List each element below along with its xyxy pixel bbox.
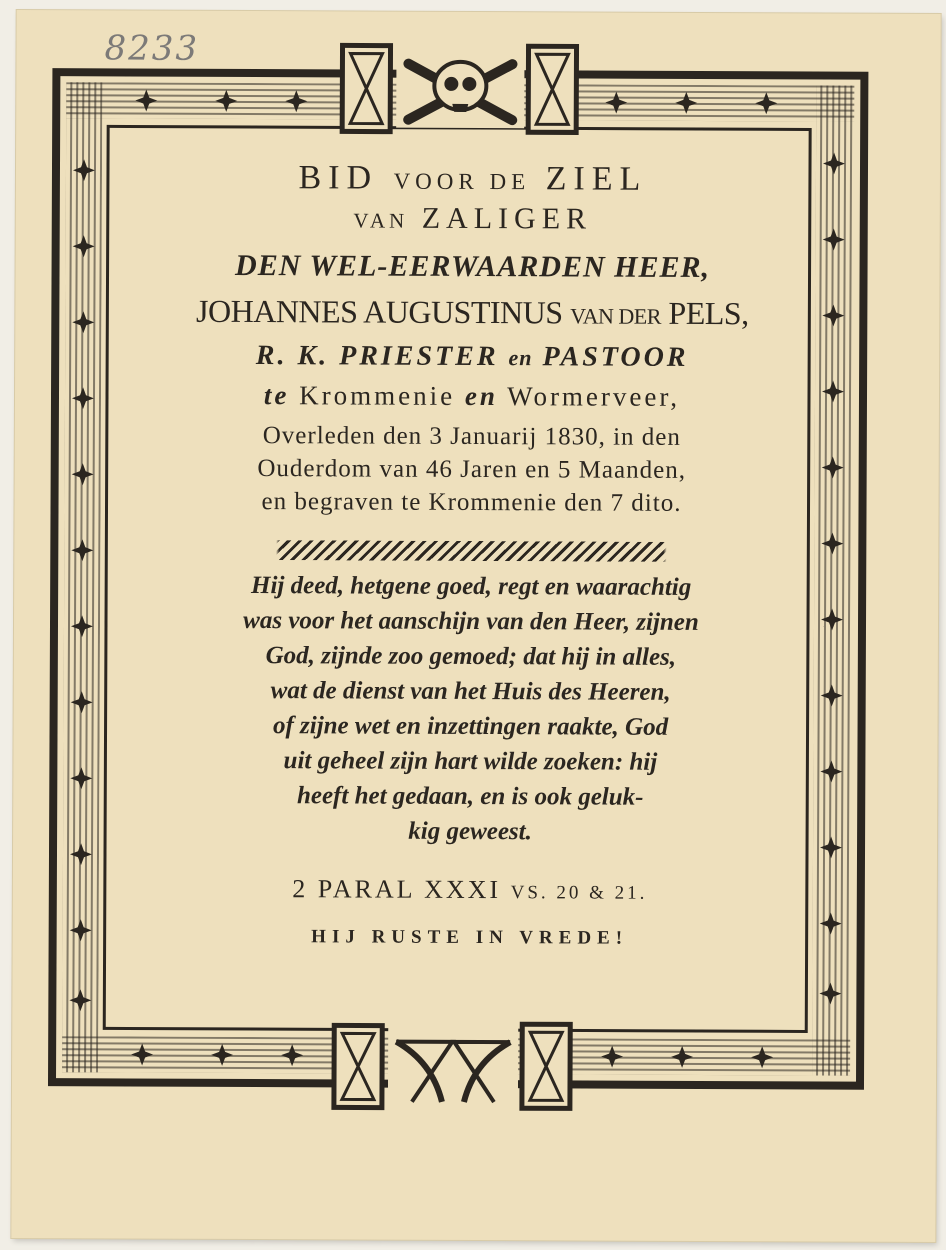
- deceased-name: JOHANNES AUGUSTINUS VAN DER PELS,: [196, 292, 749, 332]
- died-line: Overleden den 3 Januarij 1830, in den: [262, 422, 681, 451]
- scripture-reference: 2 PARAL XXXI VS. 20 & 21.: [292, 874, 648, 905]
- scripture-quote: Hij deed, hetgene goed, regt en waarachtig was voor het aanschijn van den Heer, zijnen God, zijnde zoo gemoed; dat hij in alles, wat de dienst van het Huis des Heeren, of zijne wet en inzettingen raakte, God uit geheel zijn hart wilde zoeken: hij heeft het gedaan, en is ook geluk- kig geweest.: [243, 572, 699, 846]
- buried-line: en begraven te Krommenie den 7 dito.: [261, 488, 682, 517]
- heading-line-1: BID VOOR DE ZIEL: [298, 159, 648, 198]
- heading-line-2: VAN ZALIGER: [353, 201, 593, 236]
- ornamental-divider: [151, 540, 791, 563]
- crossed-scythes-icon: [388, 1026, 518, 1109]
- office-line: R. K. PRIESTER en PASTOOR: [255, 340, 689, 373]
- handwritten-number: 8233: [104, 28, 200, 69]
- memorial-card: [11, 10, 940, 1242]
- age-line: Ouderdom van 46 Jaren en 5 Maanden,: [257, 455, 687, 484]
- closing-line: HIJ RUSTE IN VREDE!: [311, 926, 629, 949]
- place-line: te Krommenie en Wormerveer,: [263, 380, 681, 412]
- card-text-panel: [118, 140, 824, 1033]
- title-line: DEN WEL-EERWAARDEN HEER,: [235, 248, 711, 285]
- skull-crossbones-icon: [396, 52, 524, 129]
